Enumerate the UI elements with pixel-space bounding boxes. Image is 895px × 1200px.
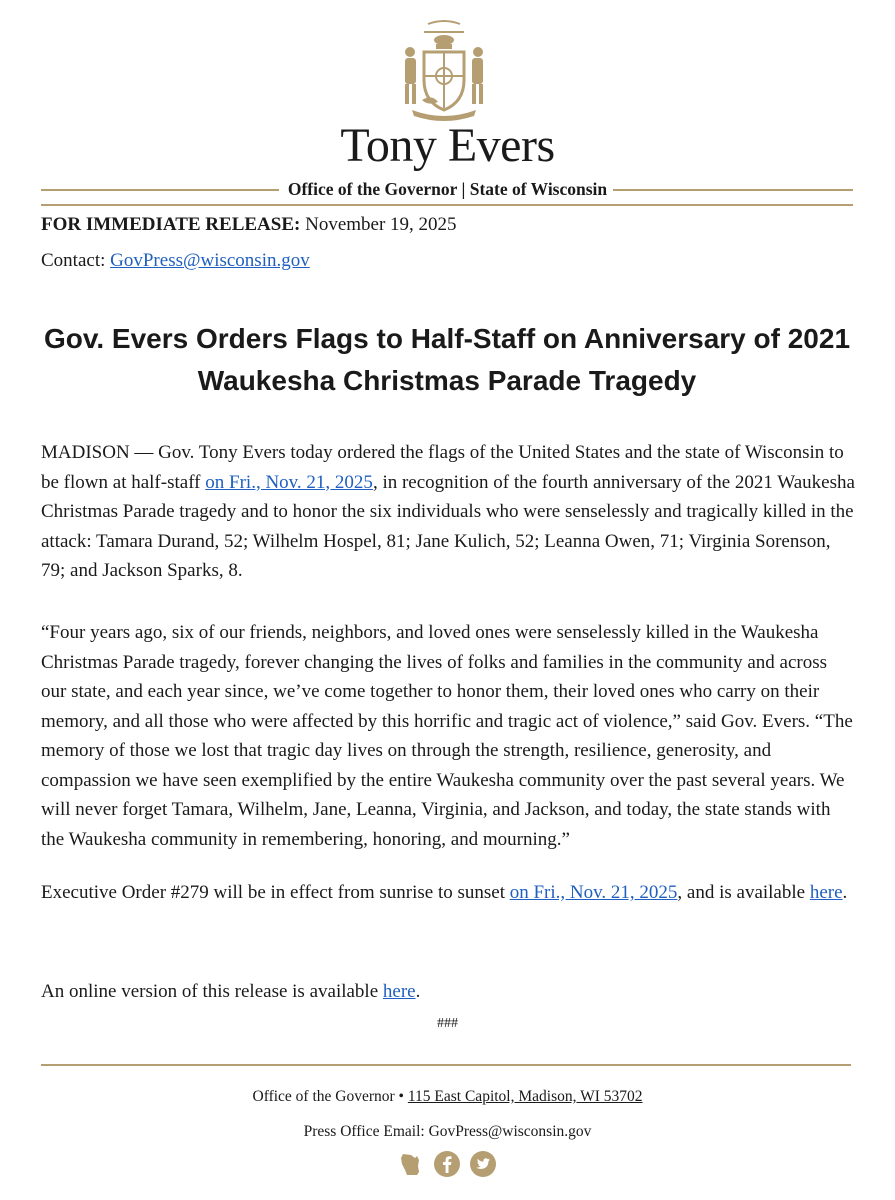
paragraph-3-text: Executive Order #279 will be in effect from sunrise to sunset [41, 882, 510, 903]
release-label: FOR IMMEDIATE RELEASE: [41, 214, 301, 235]
paragraph-3-period: . [842, 882, 848, 903]
footer-email[interactable]: GovPress@wisconsin.gov [428, 1123, 592, 1140]
letterhead [0, 0, 895, 210]
release-date: November 19, 2025 [305, 214, 457, 235]
paragraph-4-text: An online version of this release is available [41, 981, 383, 1002]
footer-divider [41, 1064, 851, 1066]
release-line [41, 210, 856, 240]
paragraph-3 [41, 878, 856, 908]
headline: Gov. Evers Orders Flags to Half-Staff on Anniversary of 2021 Waukesha Christmas Parade Tragedy [43, 323, 851, 396]
header-rule-right [613, 189, 853, 191]
office-title: Office of the Governor | State of Wisconsin [287, 179, 608, 199]
footer-email-line [0, 1122, 895, 1142]
paragraph-3-text-cont: , and is available [677, 882, 810, 903]
contact-line [41, 246, 856, 276]
paragraph-1-text-cont: , in recognition of the fourth anniversary of the 2021 Waukesha Christmas Parade tragedy and to honor the six individuals who were senselessly and tragically killed in the attack: Tamara Durand, 52; Wilhelm Hospel, 81; Jane Kulich, 52; Leanna Owen, 71; Virginia Sorenson, 79; and Jackson Sparks, 8. [41, 471, 855, 581]
executive-order-link[interactable]: here [809, 882, 843, 903]
wisconsin-state-seal-icon [388, 18, 500, 126]
facebook-icon[interactable] [433, 1150, 461, 1178]
end-mark: ### [437, 1016, 458, 1031]
twitter-icon[interactable] [469, 1150, 497, 1178]
footer-email-label: Press Office Email: [303, 1123, 429, 1140]
footer-address-line [0, 1087, 895, 1107]
paragraph-1 [41, 438, 856, 586]
paragraph-1-text: MADISON — Gov. Tony Evers today ordered the flags of the United States and the state of Wisconsin to be flown at half-staff [41, 442, 844, 493]
date-link-1[interactable]: on Fri., Nov. 21, 2025 [205, 471, 373, 493]
wisconsin-icon[interactable] [397, 1150, 425, 1178]
online-version-link[interactable]: here [382, 981, 416, 1002]
footer-address[interactable]: 115 East Capitol, Madison, WI 53702 [407, 1088, 643, 1105]
social-icons [397, 1150, 497, 1180]
quote-paragraph: “Four years ago, six of our friends, neighbors, and loved ones were senselessly killed in the Waukesha Christmas Parade tragedy, forever changing the lives of folks and families in the community and across our state, and each year since, we’ve come together to honor them, their loved ones who carry on their memory, and all those who were affected by this horrific and tragic act of violence,” said Gov. Evers. “The memory of those we lost that tragic day lives on through the strength, resilience, generosity, and compassion we have seen exemplified by the entire Waukesha community over the past several years. We will never forget Tamara, Wilhelm, Jane, Leanna, Virginia, and Jackson, and today, the state stands with the Waukesha community in remembering, honoring, and mourning.” [41, 622, 853, 850]
contact-email-link[interactable]: GovPress@wisconsin.gov [110, 250, 310, 271]
date-link-2[interactable]: on Fri., Nov. 21, 2025 [509, 882, 678, 903]
header-divider [41, 204, 853, 206]
footer-office: Office of the Governor • [252, 1088, 408, 1105]
paragraph-4-period: . [415, 981, 421, 1002]
governor-name: Tony Evers [340, 119, 555, 172]
contact-label: Contact: [41, 250, 106, 271]
paragraph-4 [41, 977, 856, 1007]
